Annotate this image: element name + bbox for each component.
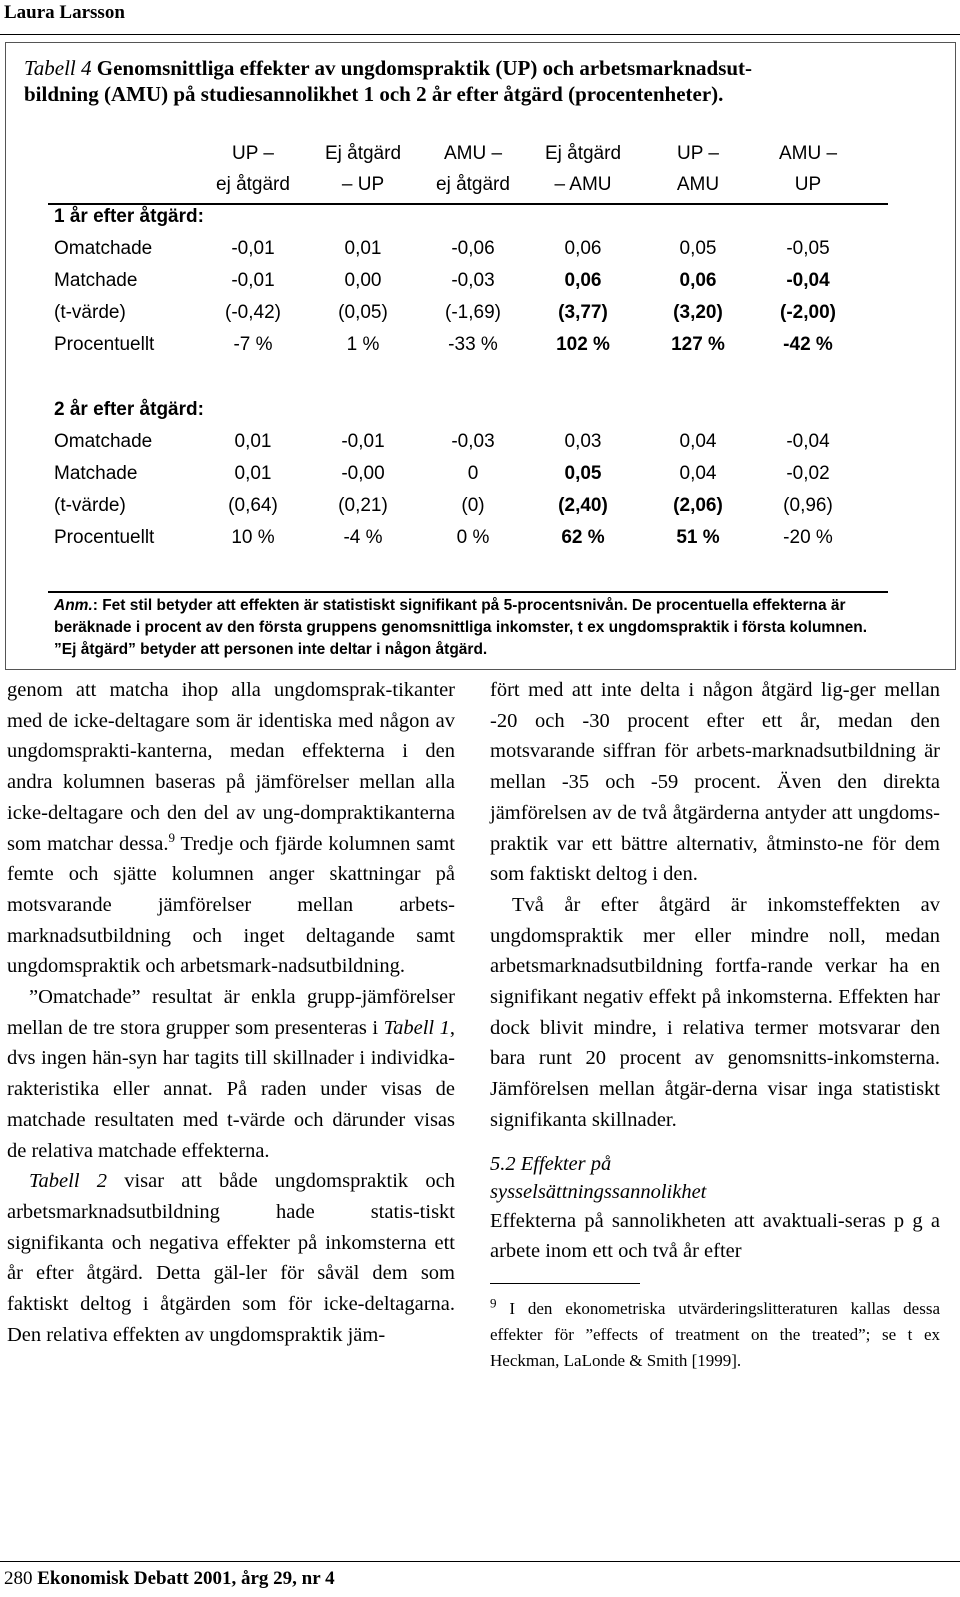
table-header-row [48, 174, 888, 204]
table-row [48, 334, 888, 364]
table-cell: (-1,69) [445, 302, 501, 323]
footnote: $^9$ I den ekonometriska utvärderingslitteraturen kallas dessa effekter för ”effects of treatment on the treated”; se t ex Heckman, LaLonde & Smith [1999]. [490, 1295, 940, 1370]
table-cell: -0,02 [786, 463, 830, 484]
table-cell: 0,04 [679, 431, 717, 452]
row-label: Matchade [54, 463, 138, 484]
right-paragraph-2: Två år efter åtgärd är inkomsteffekten av ungdomspraktik mer eller mindre noll, medan arbetsmarknadsutbildning fortfa-rande verkar ha en signifikant negativ effekt på inkomsterna. Effekten har dock blivit mindre, i relativa termer motsvarar den bara runt 20 procent av genomsnitts-inkomsterna. Jämförelsen mellan åtgär-derna visar inga statistiskt signifikanta skillnader. [490, 893, 940, 1131]
table-cell: -7 % [233, 334, 273, 355]
table-cell: 51 % [676, 527, 720, 548]
column-header: UP [794, 174, 822, 195]
table-cell: (0,96) [783, 495, 833, 516]
row-label: (t-värde) [54, 495, 126, 516]
left-paragraph-3: Tabell 2 visar att både ungdomspraktik och arbetsmarknadsutbildning hade statis-tiskt signifikanta och negativa effekter på inkomsterna ett år efter åtgärd. Detta gäl-ler för såväl dem som faktiskt deltog i åtgärden som för icke-deltagarna. Den relativa effekten av ungdomspraktik jäm- [7, 1170, 455, 1346]
section-row [48, 399, 888, 429]
table-header-row [48, 143, 888, 173]
table-reference: Tabell 2 [29, 1170, 107, 1193]
table-cell: 102 % [556, 334, 610, 355]
column-header: UP – [232, 143, 274, 164]
table-cell: (2,06) [673, 495, 723, 516]
table-title-1: Genomsnittliga effekter av ungdomspraktik (UP) och arbetsmarknadsut- [96, 56, 753, 80]
row-label: Omatchade [54, 238, 153, 259]
table-cell: 0,01 [344, 238, 382, 259]
column-header: AMU – [443, 143, 503, 164]
row-label: Procentuellt [54, 334, 155, 355]
table-row [48, 495, 888, 525]
section-title: 2 år efter åtgärd: [54, 399, 204, 420]
table-cell: -0,03 [451, 270, 495, 291]
table-cell: 0,06 [564, 238, 602, 259]
table-title-2: bildning (AMU) på studiesannolikhet 1 och 2 år efter åtgärd (procentenheter). [24, 82, 724, 106]
column-header: Ej åtgärd [324, 143, 402, 164]
section-title: 1 år efter åtgärd: [54, 206, 204, 227]
header-rule [0, 34, 960, 35]
column-header: UP – [677, 143, 719, 164]
table-cell: -0,01 [231, 238, 275, 259]
table-caption [24, 55, 944, 107]
table-cell: (0) [461, 495, 485, 516]
row-label: Omatchade [54, 431, 153, 452]
table-cell: 0,04 [679, 463, 717, 484]
table-cell: -4 % [343, 527, 383, 548]
table-cell: (3,77) [558, 302, 608, 323]
footnote-marker: 9 [168, 829, 176, 845]
table-cell: 0,06 [679, 270, 717, 291]
table-cell: -0,05 [786, 238, 830, 259]
table-cell: (2,40) [558, 495, 608, 516]
left-paragraph-2: ”Omatchade” resultat är enkla grupp-jämförelser mellan de tre stora grupper som presenteras i Tabell 1, dvs ingen hän-syn har tagits till skillnader i individka-rakteristika eller annat. På raden under visas de matchade resultaten med t-värde och därunder visas de relativa matchade effekterna. [7, 986, 455, 1162]
row-label: Matchade [54, 270, 138, 291]
journal-name: Ekonomisk Debatt 2001, årg 29, nr 4 [37, 1568, 335, 1589]
column-header: AMU – [778, 143, 838, 164]
column-header: Ej åtgärd [544, 143, 622, 164]
page-footer [4, 1568, 335, 1590]
table-figure [5, 42, 956, 670]
table-cell: 10 % [231, 527, 275, 548]
table-cell: (-0,42) [225, 302, 281, 323]
table-cell: (0,05) [338, 302, 388, 323]
table-cell: (0,21) [338, 495, 388, 516]
table-row [48, 238, 888, 268]
table-row [48, 527, 888, 557]
table-cell: 0,06 [564, 270, 602, 291]
right-paragraph-1: fört med att inte delta i någon åtgärd lig-ger mellan -20 och -30 procent efter ett år, medan den motsvarande siffran för arbets-marknadsutbildning är mellan -35 och -59 procent. Även den direkta jämförelsen av de två åtgärderna antyder att ungdoms-praktik var ett bättre alternativ, åtminsto-ne för dem som faktiskt deltog i den. [490, 679, 940, 886]
table-note [54, 595, 884, 661]
table-cell: 0,03 [564, 431, 602, 452]
right-paragraph-3: Effekterna på sannolikheten att avaktuali-seras p g a arbete inom ett och två år efter [490, 1209, 940, 1263]
table-cell: 0,01 [234, 431, 272, 452]
table-cell: -0,04 [786, 270, 830, 291]
right-column [490, 675, 940, 1374]
section-row [48, 206, 888, 236]
row-label: Procentuellt [54, 527, 155, 548]
table-cell: 1 % [346, 334, 380, 355]
table-row [48, 270, 888, 300]
table-cell: -42 % [783, 334, 833, 355]
left-paragraph-1: genom att matcha ihop alla ungdomsprak-tikanter med de icke-deltagare som är identiska med någon av ungdomsprakti-kanterna, medan effekterna i den andra kolumnen baseras på jämförelser mellan alla icke-deltagare och den del av ung-dompraktikanterna som matchar dessa.$^9$ Tredje och fjärde kolumnen samt femte och sjätte kolumnen anger skattningar på motsvarande jämförelser mellan arbets-marknadsutbildning och inget deltagande samt ungdomspraktik och arbetsmark-nadsutbildning. [7, 679, 456, 978]
footnote-rule [490, 1283, 640, 1284]
column-header: ej åtgärd [436, 174, 510, 195]
table-cell: -33 % [448, 334, 498, 355]
table-cell: (-2,00) [780, 302, 836, 323]
running-head: Laura Larsson [4, 2, 125, 23]
table-label: Tabell 4 [24, 56, 92, 80]
note-label: Anm. [54, 597, 93, 614]
left-column [7, 675, 455, 1350]
row-label: (t-värde) [54, 302, 126, 323]
table-cell: -0,00 [341, 463, 385, 484]
table-row [48, 431, 888, 461]
table-cell: (0,64) [228, 495, 278, 516]
table-cell: 0,00 [344, 270, 382, 291]
table-cell: 0 % [456, 527, 490, 548]
table-cell: 127 % [671, 334, 725, 355]
table-reference: Tabell 1 [383, 1016, 450, 1039]
note-text: : Fet stil betyder att effekten är statistiskt signifikant på 5-procentsnivån. De procentuella effekterna är beräknade i procent av den första gruppens genomsnittliga inkomster, t ex ungdomspraktik i första kolumnen. ”Ej åtgärd” betyder att personen inte deltar i någon åtgärd. [54, 597, 868, 658]
table-cell: -20 % [783, 527, 833, 548]
column-header: – UP [341, 174, 385, 195]
table-cell: -0,01 [341, 431, 385, 452]
table-cell: 0,01 [234, 463, 272, 484]
table-cell: (3,20) [673, 302, 723, 323]
table-cell: 0,05 [564, 463, 602, 484]
column-header: AMU [676, 174, 720, 195]
table-cell: -0,06 [451, 238, 495, 259]
page-number: 280 [4, 1568, 33, 1589]
table-cell: -0,04 [786, 431, 830, 452]
table-row [48, 302, 888, 332]
column-header: ej åtgärd [216, 174, 290, 195]
section-heading: 5.2 Effekter på sysselsättningssannolikhet [490, 1152, 707, 1203]
table-cell: -0,03 [451, 431, 495, 452]
footer-rule [0, 1561, 960, 1562]
table-rule [48, 591, 888, 593]
table-cell: 62 % [561, 527, 605, 548]
column-header: – AMU [554, 174, 612, 195]
table-cell: -0,01 [231, 270, 275, 291]
table-rule [48, 203, 888, 205]
table-cell: 0,05 [679, 238, 717, 259]
table-row [48, 463, 888, 493]
table-cell: 0 [467, 463, 479, 484]
